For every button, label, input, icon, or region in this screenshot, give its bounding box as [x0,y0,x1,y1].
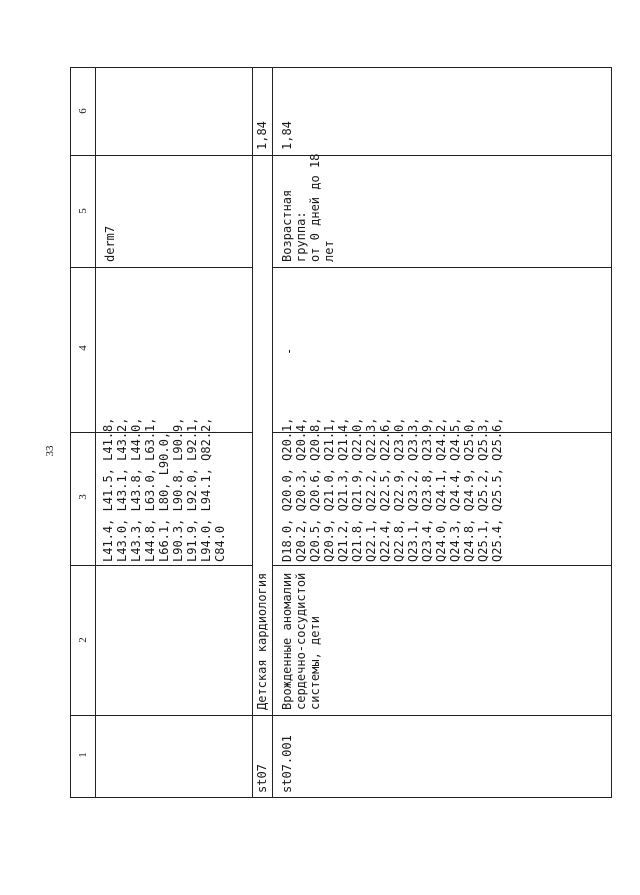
column-divider-5-6 [70,155,612,156]
column-divider-2-3 [70,565,252,566]
row3-age-group: Возрастная группа: от 0 дней до 18 лет [280,153,336,262]
row3-name: Врожденные аномалии сердечно-сосудистой системы, дети [280,572,322,710]
table-border-bottom [70,797,612,798]
header-col-2: 2 [77,637,89,643]
row3-col4: - [282,347,296,355]
column-divider-4-5-row3 [272,267,612,268]
row1-diagnoses: L41.4, L41.5, L41.8, L43.0, L43.1, L43.2, L43.3, L43.8, L44.0, L44.8, L63.0, L63.1, L66.1, L80, L90.0, L90.3, L90.8, L90.9, L91.9, L92.0, L92.1, L94.0, L94.1, Q82.2, C84.0 [101,417,227,562]
header-col-6: 6 [77,108,89,114]
row1-col5: derm7 [103,225,117,262]
row-divider-1 [252,67,253,798]
page-number: 33 [44,445,56,457]
header-col-4: 4 [77,345,89,351]
column-divider-1-2 [70,715,612,716]
row2-code: st07 [255,764,269,793]
header-col-1: 1 [77,752,89,758]
header-col-3: 3 [77,494,89,500]
row-divider-header [95,67,96,798]
header-col-5: 5 [77,208,89,214]
row3-coefficient: 1,84 [280,121,294,150]
row3-diagnoses: D18.0, Q20.0, Q20.1, Q20.2, Q20.3, Q20.4, Q20.5, Q20.6, Q20.8, Q20.9, Q21.0, Q21.1, Q21.2, Q21.3, Q21.4, Q21.8, Q21.9, Q22.0, Q22.1, Q22.2, Q22.3, Q22.4, Q22.5, Q22.6, Q22.8, Q22.9, Q23.0, Q23.1, Q23.2, Q23.3, Q23.4, Q23.8, Q23.9, Q24.0, Q24.1, Q24.2, Q24.3, Q24.4, Q24.5, Q24.8, Q24.9, Q25.0, Q25.1, Q25.2, Q25.3, Q25.4, Q25.5, Q25.6, [280,417,504,562]
row3-code: st07.001 [280,735,294,793]
table-border-top [70,67,612,68]
column-divider-4-5 [70,267,252,268]
row2-name: Детская кардиология [255,572,269,710]
column-divider-2-3-row3 [272,565,612,566]
row-divider-2 [272,67,273,798]
row2-coefficient: 1,84 [255,121,269,150]
